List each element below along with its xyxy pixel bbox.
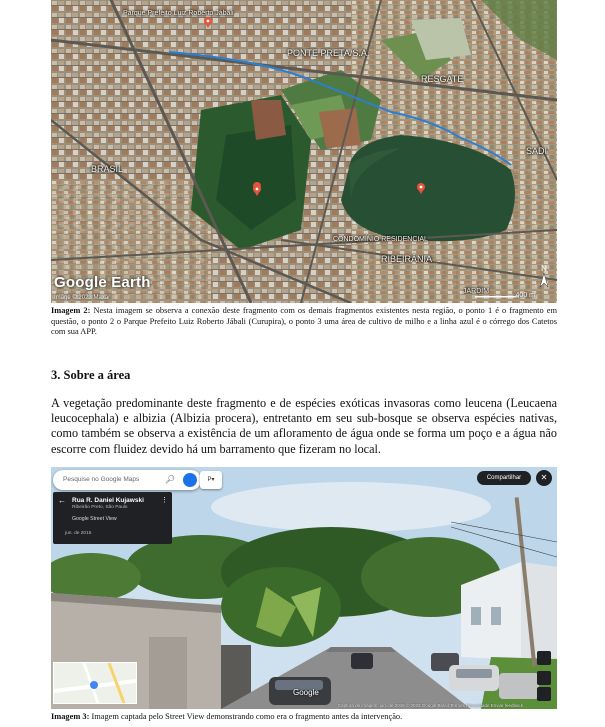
maps-search-box[interactable] (53, 470, 201, 490)
rotate-control[interactable] (537, 651, 551, 665)
directions-icon[interactable] (183, 473, 197, 487)
figure-3-caption (51, 712, 557, 723)
scale-label: 400 m (515, 292, 535, 299)
location-card (53, 492, 172, 544)
street-name: Rua R. Daniel Kujawski (72, 497, 144, 504)
capture-date[interactable]: jun. de 2015 (65, 531, 92, 536)
section-heading: 3. Sobre a área (51, 368, 131, 382)
caption-3-label: Imagem 3: (51, 712, 90, 721)
map-footer: Captura de imagem: jun. de 2015 © 2023 Google Brasil Termos Privacidade Enviar feedback (337, 703, 523, 708)
street-view-image (51, 467, 557, 709)
svg-text:N: N (541, 264, 547, 273)
google-earth-logo: Google Earth (54, 274, 151, 291)
caption-2-text: Nesta imagem se observa a conexão deste fragmento com os demais fragmentos existentes nesta região, o ponto 1 é o fragmento em questão, o ponto 2 o Parque Prefeito Luiz Roberto Jábali (Curupira), o ponto 3 uma área de cultivo de milho e a linha azul é o córrego dos Catetos com sua APP. (51, 306, 558, 337)
street-view-source: Google Street View (72, 516, 117, 522)
label-resgate: RESGATE (421, 74, 464, 84)
search-placeholder: Pesquise no Google Maps (63, 476, 140, 483)
share-button[interactable]: Compartilhar (477, 471, 531, 485)
compass-icon (537, 263, 551, 289)
label-sadi: SADI (526, 146, 548, 156)
label-jardim: JARDIM (463, 288, 490, 295)
label-ponte-preta: PONTE PRETA/S.A. (287, 48, 370, 58)
mini-map-graphic (54, 663, 136, 703)
label-park: Parque Prefeito Luiz Roberto Jábali (123, 10, 234, 17)
city-name: Ribeirão Preto, São Paulo (72, 505, 128, 510)
close-icon[interactable]: ✕ (536, 470, 552, 486)
label-ribeirania: RIBEIRÂNIA (381, 254, 433, 264)
caption-2-label: Imagem 2: (51, 306, 91, 315)
section-paragraph: A vegetação predominante deste fragmento e de espécies exóticas invasoras como leucena (Leucaena leucocephala) e albizia (Albizia procera), entretanto em seu sub-bosque se observa espécies nativas, como também se observa a existência de um afloramento de água onde se forma um poço e a água não escorre com fluidez devido há um barramento que fizeram no local. (51, 396, 557, 456)
zoom-out-button[interactable] (537, 687, 551, 701)
label-brasil: BRASIL (91, 164, 124, 174)
satellite-map (51, 0, 557, 303)
more-icon[interactable]: ⋮ (161, 497, 168, 504)
back-arrow-icon[interactable]: ← (58, 496, 66, 505)
zoom-in-button[interactable] (537, 671, 551, 685)
search-icon[interactable]: 🔎︎ (164, 475, 175, 484)
caption-3-text: Imagem captada pelo Street View demonstrando como era o fragmento antes da intervenção. (91, 712, 403, 721)
satellite-image (51, 0, 557, 303)
label-condominio: CONDOMÍNIO RESIDENCIAL (333, 236, 428, 243)
imagery-credit: Image © 2023 Maxar (54, 295, 111, 301)
pegman-button[interactable]: P▾ (200, 471, 222, 489)
mini-map[interactable] (53, 662, 137, 704)
google-watermark: Google (293, 688, 319, 697)
figure-2-caption (51, 306, 557, 338)
